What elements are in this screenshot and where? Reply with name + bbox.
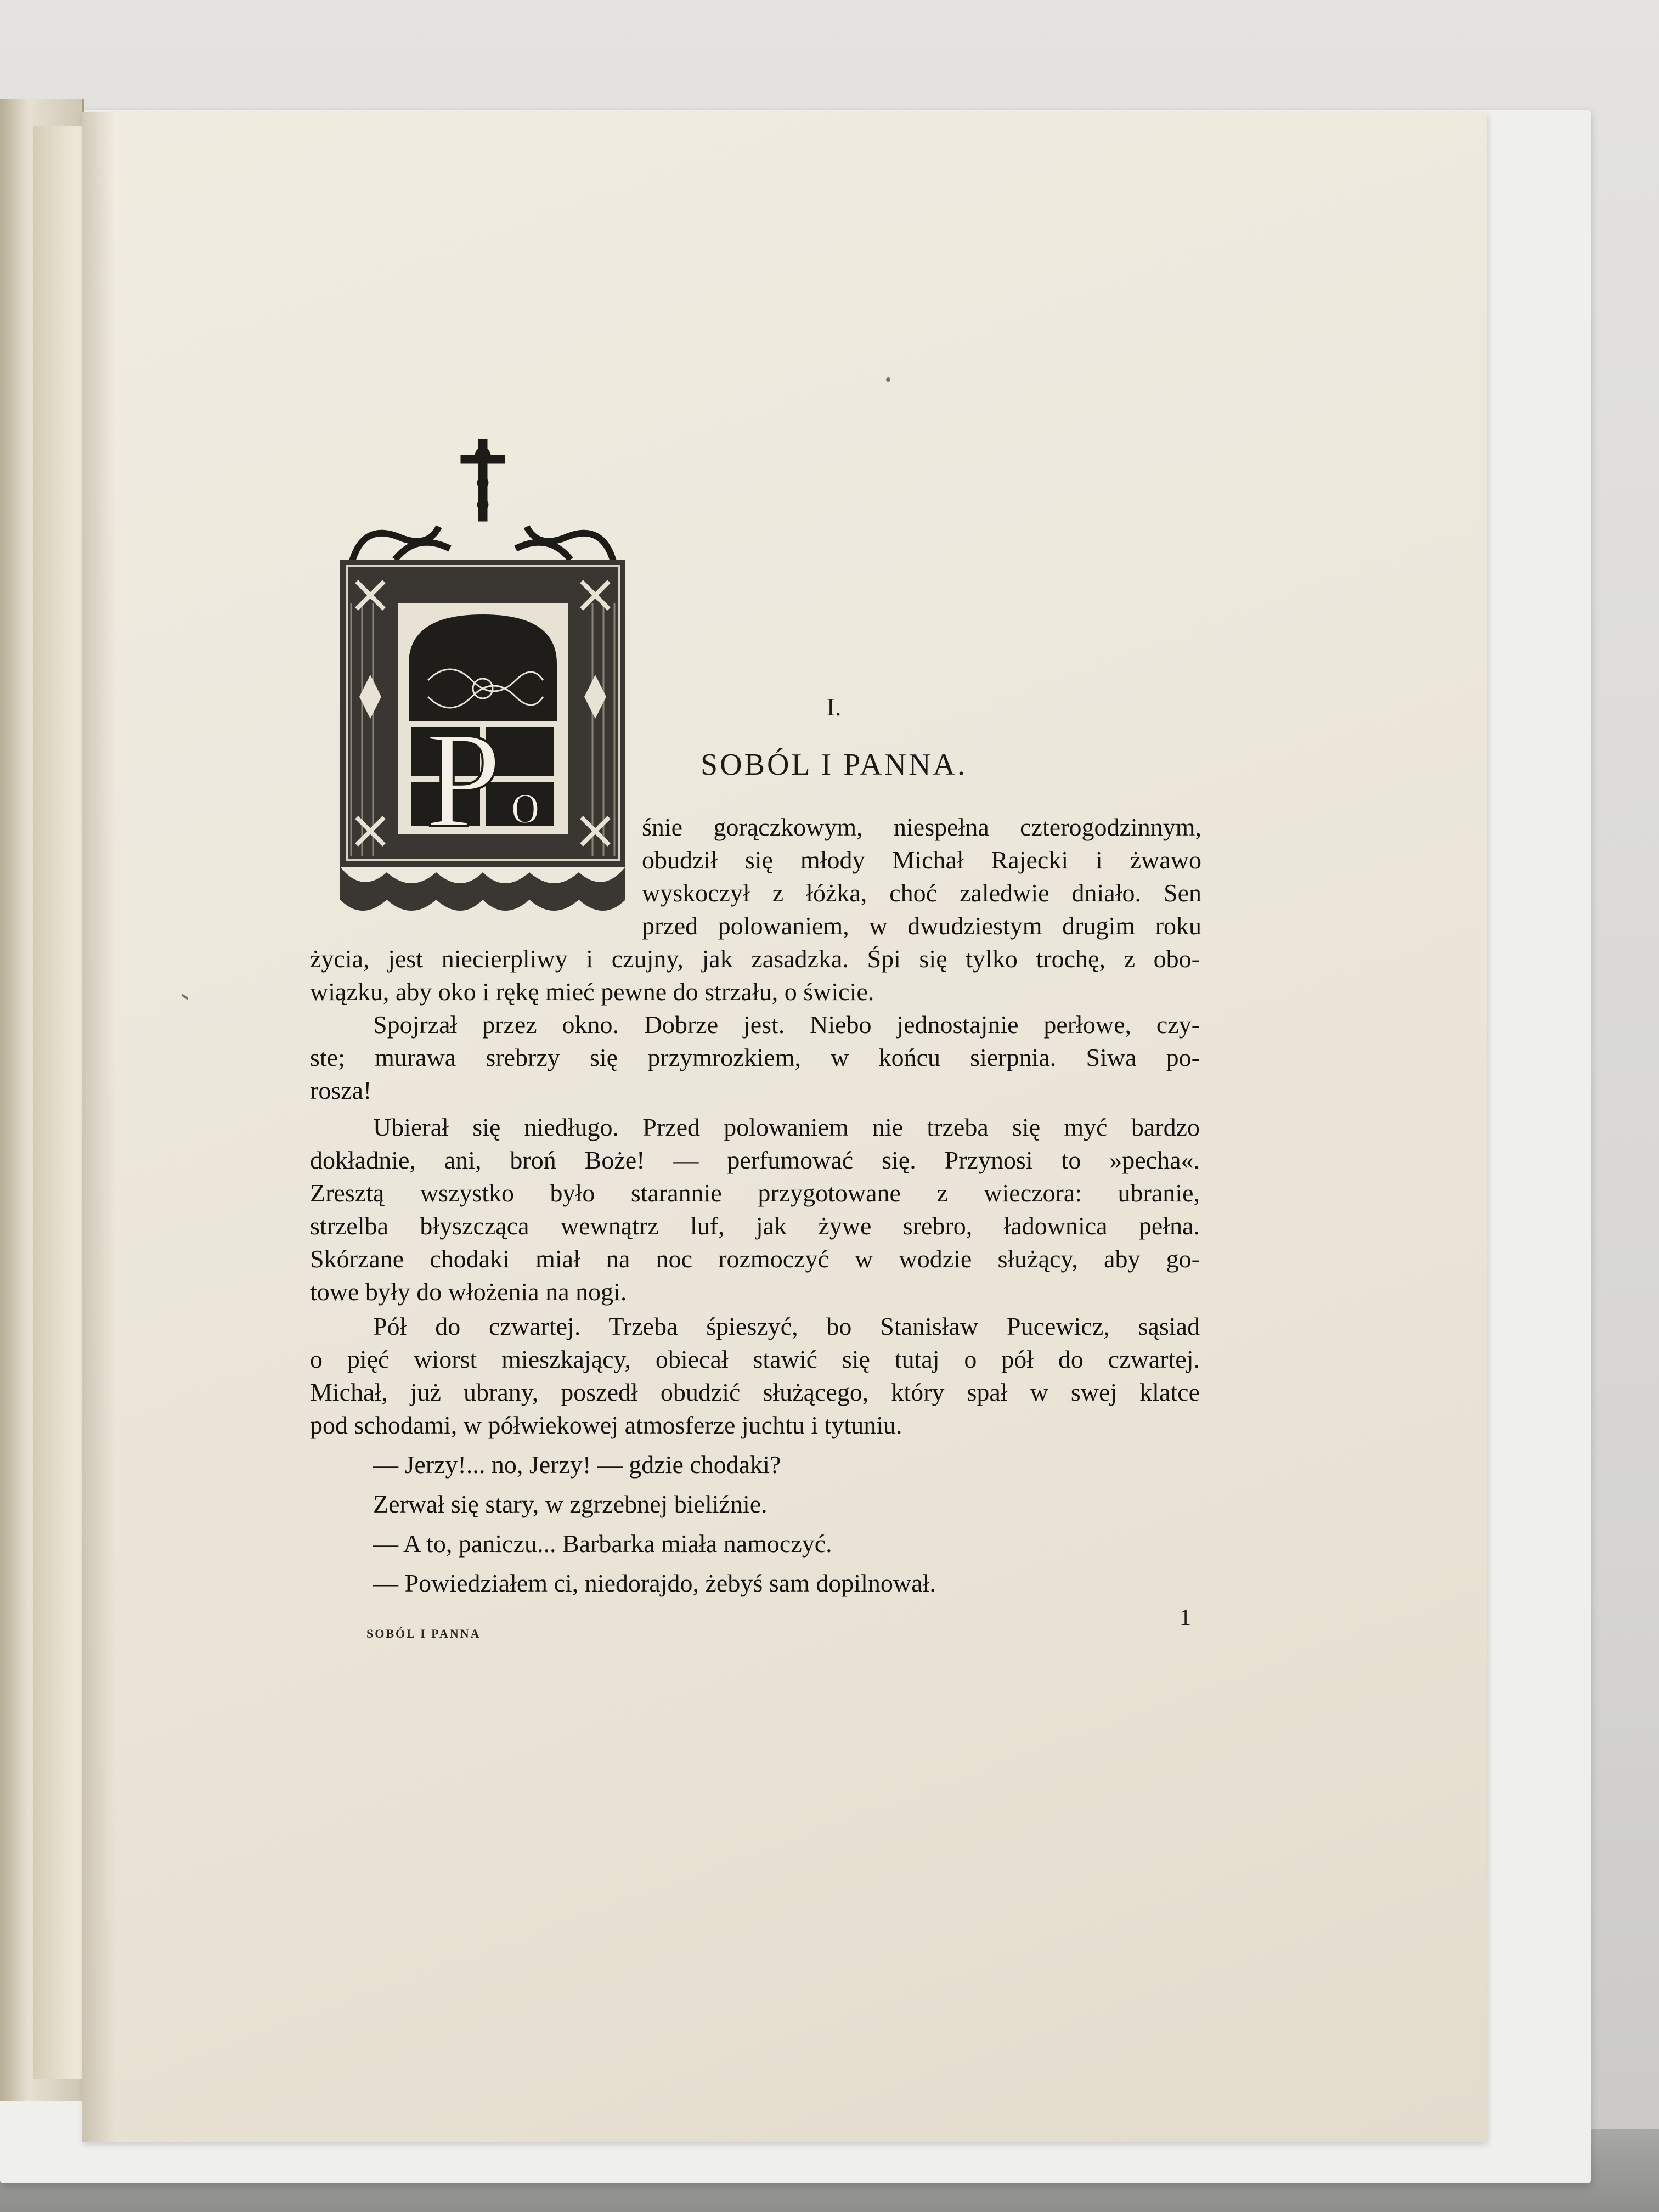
chapter-title: SOBÓL I PANNA.: [701, 748, 967, 782]
text-line: wiązku, aby oko i rękę mieć pewne do strzału, o świcie.: [310, 978, 874, 1006]
text-line: Zresztą wszystko było starannie przygotowane z wieczora: ubranie,: [310, 1179, 1200, 1207]
text-line: ste; murawa srebrzy się przymrozkiem, w końcu sierpnia. Siwa po-: [310, 1043, 1200, 1071]
initial-ornament-icon: [329, 439, 636, 922]
initial-letter-small: o: [510, 769, 540, 836]
dialog-line: — A to, paniczu... Barbarka miała namoczyć.: [373, 1530, 832, 1558]
dialog-line: — Jerzy!... no, Jerzy! — gdzie chodaki?: [373, 1451, 781, 1479]
chapter-number: I.: [826, 693, 842, 721]
initial-letter: P: [425, 704, 502, 856]
finial-icon: [461, 439, 505, 521]
text-line: Skórzane chodaki miał na noc rozmoczyć w wodzie służący, aby go-: [310, 1245, 1200, 1273]
dialog-line: Zerwał się stary, w zgrzebnej bieliźnie.: [373, 1490, 768, 1518]
text-line: rosza!: [310, 1076, 372, 1104]
text-line: życia, jest niecierpliwy i czujny, jak zasadzka. Śpi się tylko trochę, z obo-: [310, 945, 1200, 973]
text-line: Michał, już ubrany, poszedł obudzić służącego, który spał w swej klatce: [310, 1378, 1200, 1406]
text-line: towe były do włożenia na nogi.: [310, 1278, 627, 1306]
text-line: śnie gorączkowym, niespełna czterogodzinnym,: [642, 813, 1201, 841]
text-line: obudził się młody Michał Rajecki i żwawo: [642, 846, 1201, 874]
text-line: Pół do czwartej. Trzeba śpieszyć, bo Stanisław Pucewicz, sąsiad: [373, 1312, 1200, 1340]
text-line: strzelba błyszcząca wewnątrz luf, jak żywe srebro, ładownica pełna.: [310, 1212, 1200, 1240]
page-number: 1: [1180, 1605, 1191, 1630]
text-line: pod schodami, w półwiekowej atmosferze juchtu i tytuniu.: [310, 1411, 902, 1439]
dialog-line: — Powiedziałem ci, niedorajdo, żebyś sam dopilnował.: [373, 1569, 936, 1597]
running-title: SOBÓL I PANNA: [366, 1627, 481, 1640]
text-line: o pięć wiorst mieszkający, obiecał stawić się tutaj o pół do czwartej.: [310, 1345, 1200, 1373]
paper-speck: [886, 377, 890, 382]
text-line: Ubierał się niedługo. Przed polowaniem nie trzeba się myć bardzo: [373, 1113, 1200, 1141]
text-line: przed polowaniem, w dwudziestym drugim roku: [642, 912, 1201, 940]
text-line: Spojrzał przez okno. Dobrze jest. Niebo jednostajnie perłowe, czy-: [373, 1011, 1200, 1039]
text-line: dokładnie, ani, broń Boże! — perfumować się. Przynosi to »pecha«.: [310, 1146, 1200, 1174]
text-line: wyskoczył z łóżka, choć zaledwie dniało. Sen: [642, 879, 1201, 907]
gutter-shadow: [82, 112, 115, 2142]
crest-scrolls-icon: [351, 527, 614, 565]
